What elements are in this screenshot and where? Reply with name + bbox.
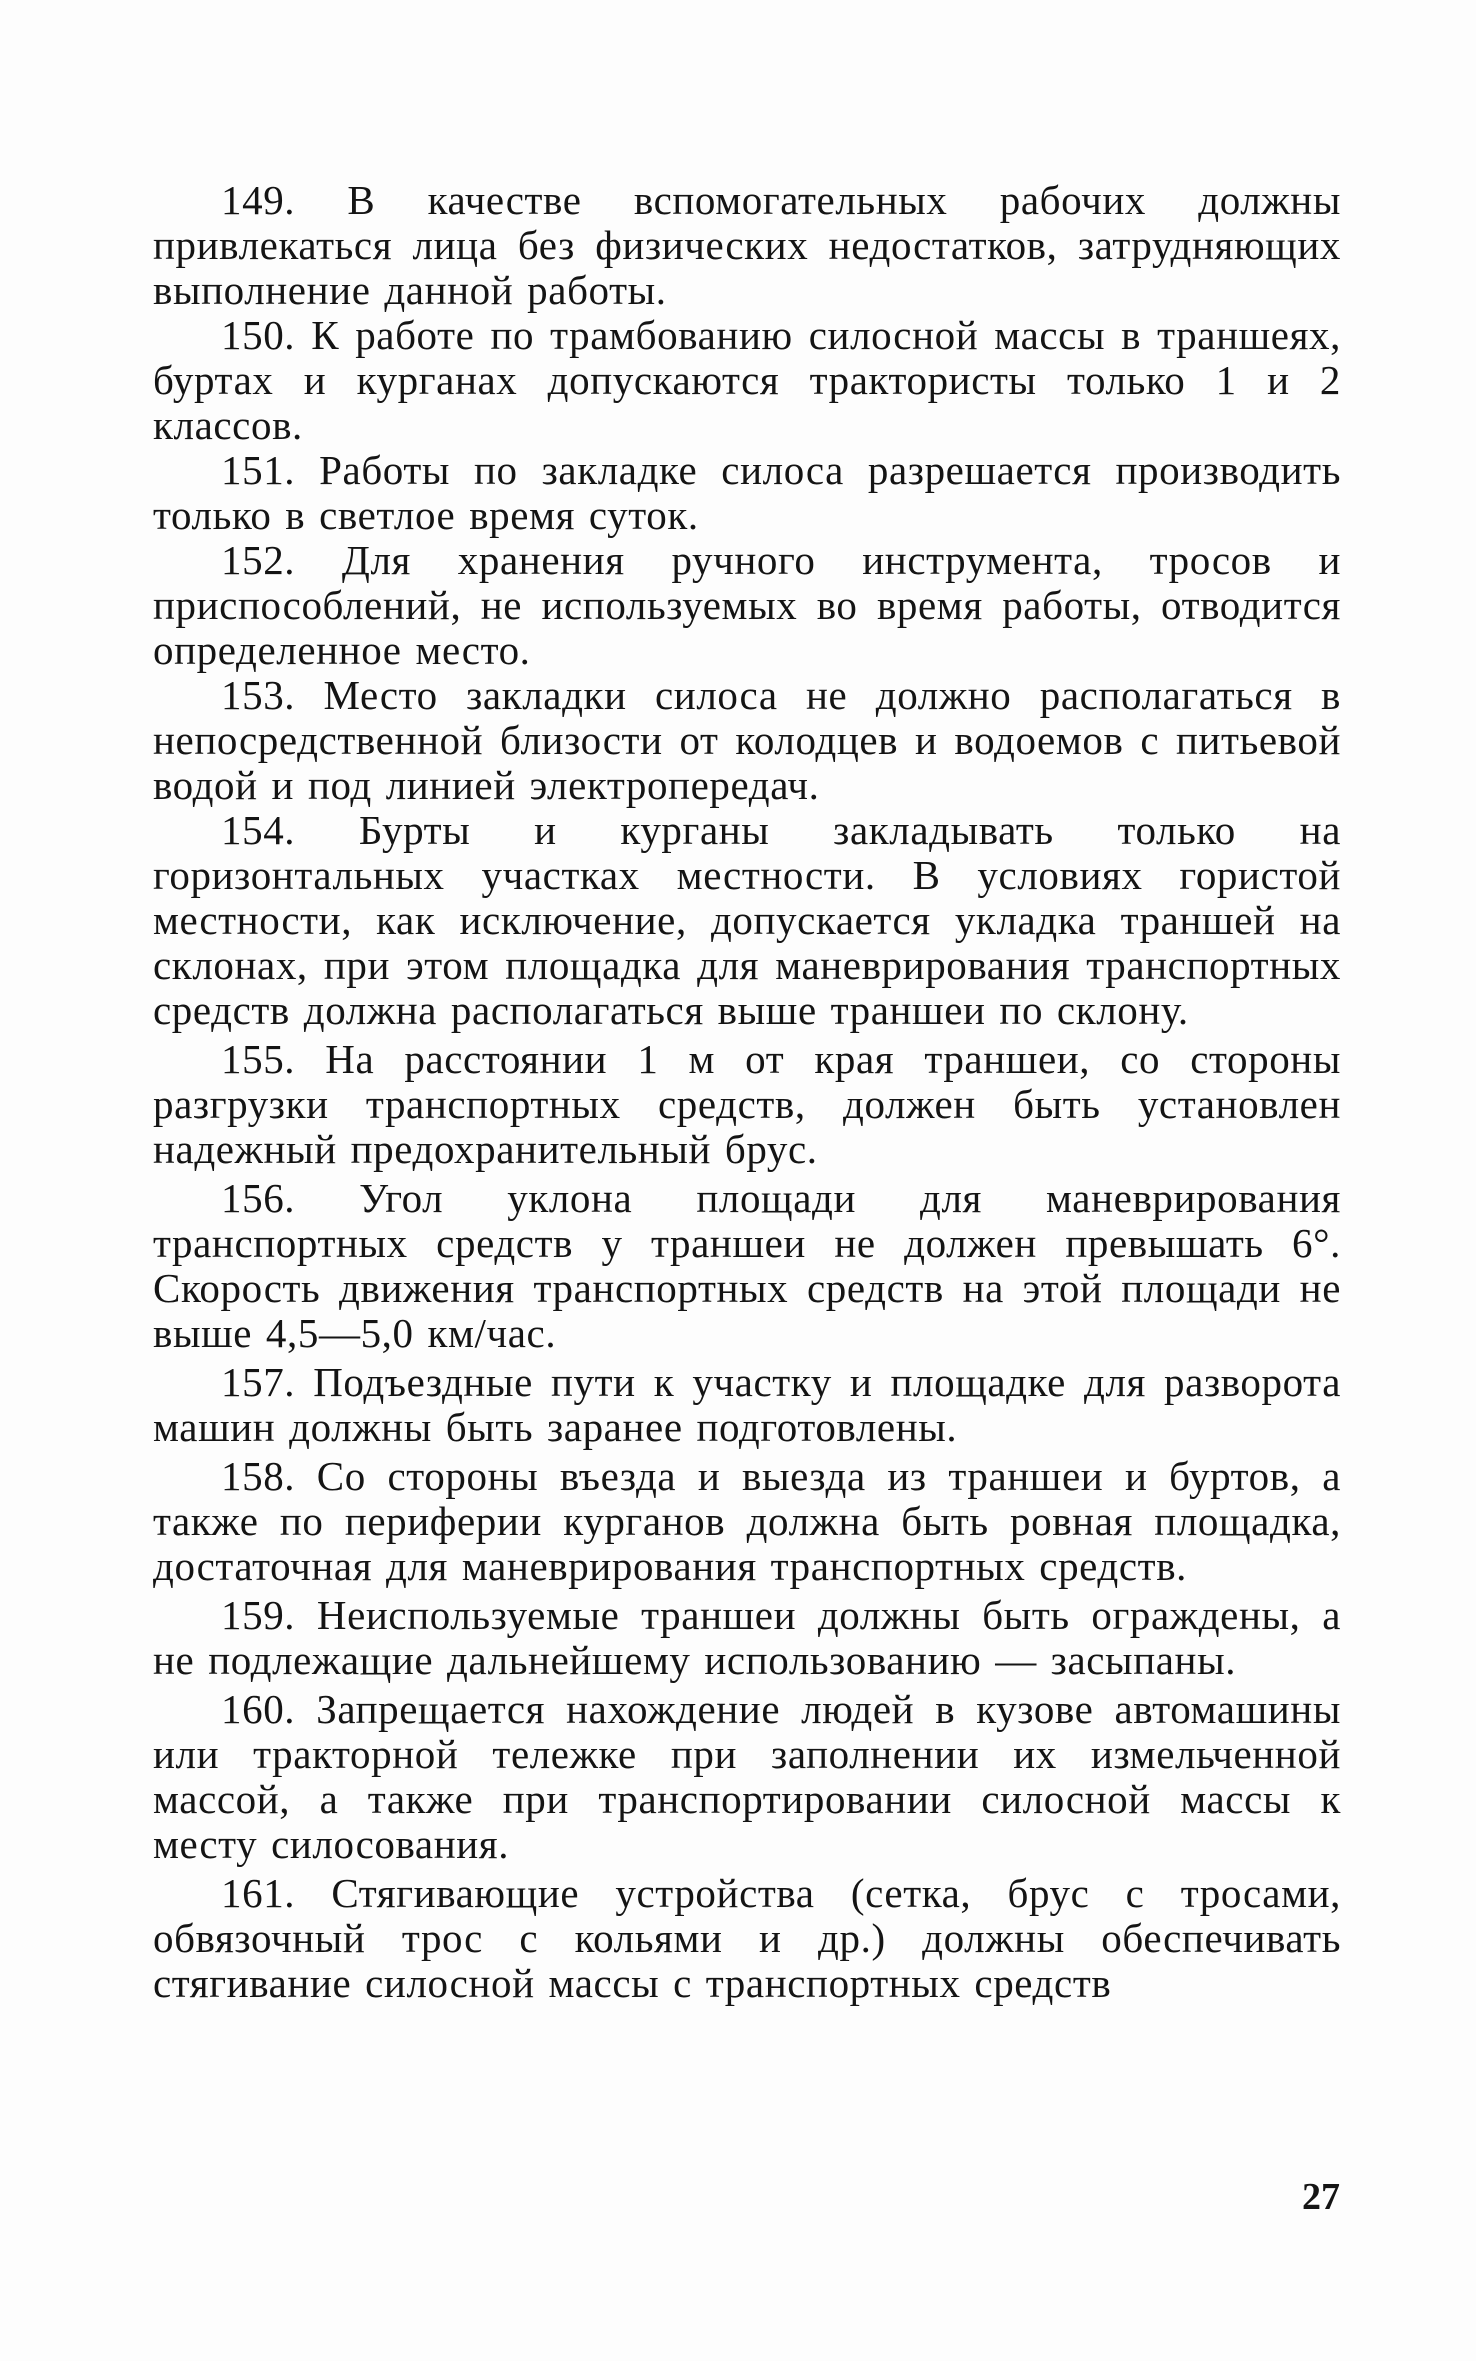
paragraph-160: 160. Запрещается нахождение людей в кузове автомашины или тракторной тележке при заполнении их измельченной массой, а также при транспортировании силосной массы к месту силосования. bbox=[153, 1686, 1341, 1867]
paragraph-149: 149. В качестве вспомогательных рабочих должны привлекаться лица без физических недостатков, затрудняющих выполнение данной работы. bbox=[153, 177, 1341, 313]
paragraph-158: 158. Со стороны въезда и выезда из траншеи и буртов, а также по периферии курганов должна быть ровная площадка, достаточная для маневрирования транспортных средств. bbox=[153, 1453, 1341, 1589]
paragraph-155: 155. На расстоянии 1 м от края траншеи, со стороны разгрузки транспортных средств, должен быть установлен надежный предохранительный брус. bbox=[153, 1036, 1341, 1172]
paragraph-153: 153. Место закладки силоса не должно располагаться в непосредственной близости от колодцев и водоемов с питьевой водой и под линией электропередач. bbox=[153, 672, 1341, 808]
paragraph-150: 150. К работе по трамбованию силосной массы в траншеях, буртах и курганах допускаются трактористы только 1 и 2 классов. bbox=[153, 312, 1341, 448]
paragraph-161: 161. Стягивающие устройства (сетка, брус с тросами, обвязочный трос с кольями и др.) должны обеспечивать стягивание силосной массы с транспортных средств bbox=[153, 1870, 1341, 2006]
paragraph-154: 154. Бурты и курганы закладывать только на горизонтальных участках местности. В условиях гористой местности, как исключение, допускается укладка траншей на склонах, при этом площадка для маневрирования транспортных средств должна располагаться выше траншеи по склону. bbox=[153, 807, 1341, 1033]
page-number: 27 bbox=[1302, 2176, 1340, 2218]
paragraph-157: 157. Подъездные пути к участку и площадке для разворота машин должны быть заранее подготовлены. bbox=[153, 1359, 1341, 1450]
paragraph-159: 159. Неиспользуемые траншеи должны быть ограждены, а не подлежащие дальнейшему использованию — засыпаны. bbox=[153, 1592, 1341, 1683]
paragraph-151: 151. Работы по закладке силоса разрешается производить только в светлое время суток. bbox=[153, 447, 1341, 538]
body-text bbox=[153, 178, 1341, 2006]
paragraph-152: 152. Для хранения ручного инструмента, тросов и приспособлений, не используемых во время работы, отводится определенное место. bbox=[153, 537, 1341, 673]
paragraph-156: 156. Угол уклона площади для маневрирования транспортных средств у траншеи не должен превышать 6°. Скорость движения транспортных средств на этой площади не выше 4,5—5,0 км/час. bbox=[153, 1175, 1341, 1356]
